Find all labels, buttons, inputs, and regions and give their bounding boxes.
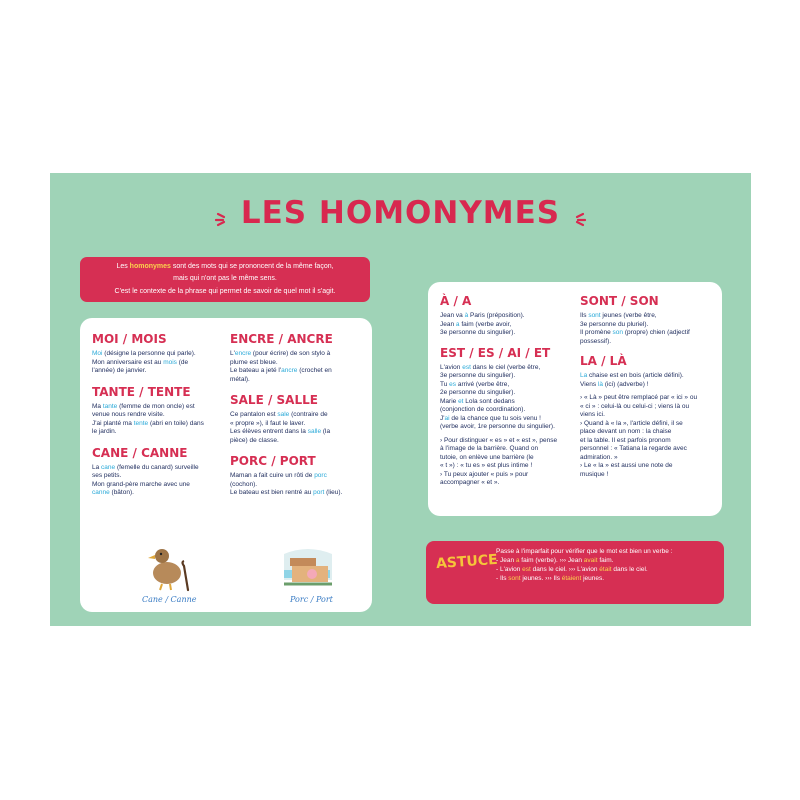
section-tante-tente: TANTE / TENTE Ma tante (femme de mon oncle) est venue nous rendre visite. J'ai planté ma tente (abri en toile) dans le jardin. <box>92 384 204 435</box>
section-encre-ancre: ENCRE / ANCRE L'encre (pour écrire) de son stylo à plume est bleue. Le bateau a jeté l'ancre (crochet en métal). <box>230 332 333 383</box>
sparkle-left-icon <box>214 209 236 229</box>
title-bar <box>50 195 751 231</box>
keyword: homonymes <box>129 263 171 270</box>
section-est-es-ai-et: EST / ES / AI / ET L'avion est dans le ciel (verbe être, 3e personne du singulier). Tu es arrivé (verbe être, 2e personne du singulier). Marie et Lola sont dedans (conjonction de coordination). J'ai de la chance que tu sois venu ! (verbe avoir, 1re personne du singulier). › Pour distinguer « es » et « est », pense à l'image de la barrière. Quand on tutoie, on enlève une barrière (le « t ») : « tu es » est plus intime ! › Tu peux ajouter « puis » pour accompagner « et ». <box>440 345 558 486</box>
definition-banner: Les homonymes sont des mots qui se prononcent de la même façon, mais qui n'ont pas le même sens. C'est le contexte de la phrase qui permet de savoir de quel mot il s'agit. <box>80 257 370 302</box>
poster <box>50 173 751 626</box>
section-sont-son: SONT / SON Ils sont jeunes (verbe être, 3e personne du pluriel). Il promène son (propre) chien (adjectif possessif). <box>580 294 690 345</box>
section-a: À / A Jean va à Paris (préposition). Jean a faim (verbe avoir, 3e personne du singulier). <box>440 294 525 336</box>
column-right <box>230 332 365 498</box>
section-cane-canne: CANE / CANNE La cane (femelle du canard) surveille ses petits. Mon grand-père marche avec une canne (bâton). <box>92 445 199 496</box>
caption-porc: Porc / Port <box>290 595 333 604</box>
pig-at-port-icon <box>280 544 336 592</box>
duck-with-cane-icon <box>140 540 200 592</box>
column-left <box>440 294 580 488</box>
page-title: LES HOMONYMES <box>240 195 561 231</box>
section-la-la: LA / LÀ La chaise est en bois (article défini). Viens là (ici) (adverbe) ! › « Là » peut être remplacé par « ici » ou « ci » : celui-là ou celui-ci ; viens là ou viens ici. › Quand à « la », l'article défini, il se place devant un nom : la chaise et la table. Il est parfois pronom personnel : « Tatiana la regarde avec admiration. » › Le « la » est aussi une note de musique ! <box>580 354 698 478</box>
column-left <box>92 332 227 498</box>
caption-cane: Cane / Canne <box>142 595 197 604</box>
section-moi-mois: MOI / MOIS Moi (désigne la personne qui parle). Mon anniversaire est au mois (de l'année) de janvier. <box>92 332 196 374</box>
section-sale-salle: SALE / SALLE Ce pantalon est sale (contraire de « propre »), il faut le laver. Les élèves entrent dans la salle (la pièce) de classe. <box>230 393 331 444</box>
homonyms-card-right <box>428 282 722 516</box>
astuce-box <box>426 541 724 604</box>
astuce-label: ASTUCE <box>435 551 499 573</box>
homonyms-card-left <box>80 318 372 612</box>
sparkle-right-icon <box>565 209 587 229</box>
astuce-text: Passe à l'imparfait pour vérifier que le mot est bien un verbe : - Jean a faim (verbe). ››› Jean avait faim. - L'avion est dans le ciel. ››› L'avion était dans le ciel. - Ils sont jeunes. ››› Ils étaient jeunes. <box>496 548 673 582</box>
section-porc-port: PORC / PORT Maman a fait cuire un rôti de porc (cochon). Le bateau est bien rentré au port (lieu). <box>230 454 343 496</box>
column-right <box>580 294 718 479</box>
